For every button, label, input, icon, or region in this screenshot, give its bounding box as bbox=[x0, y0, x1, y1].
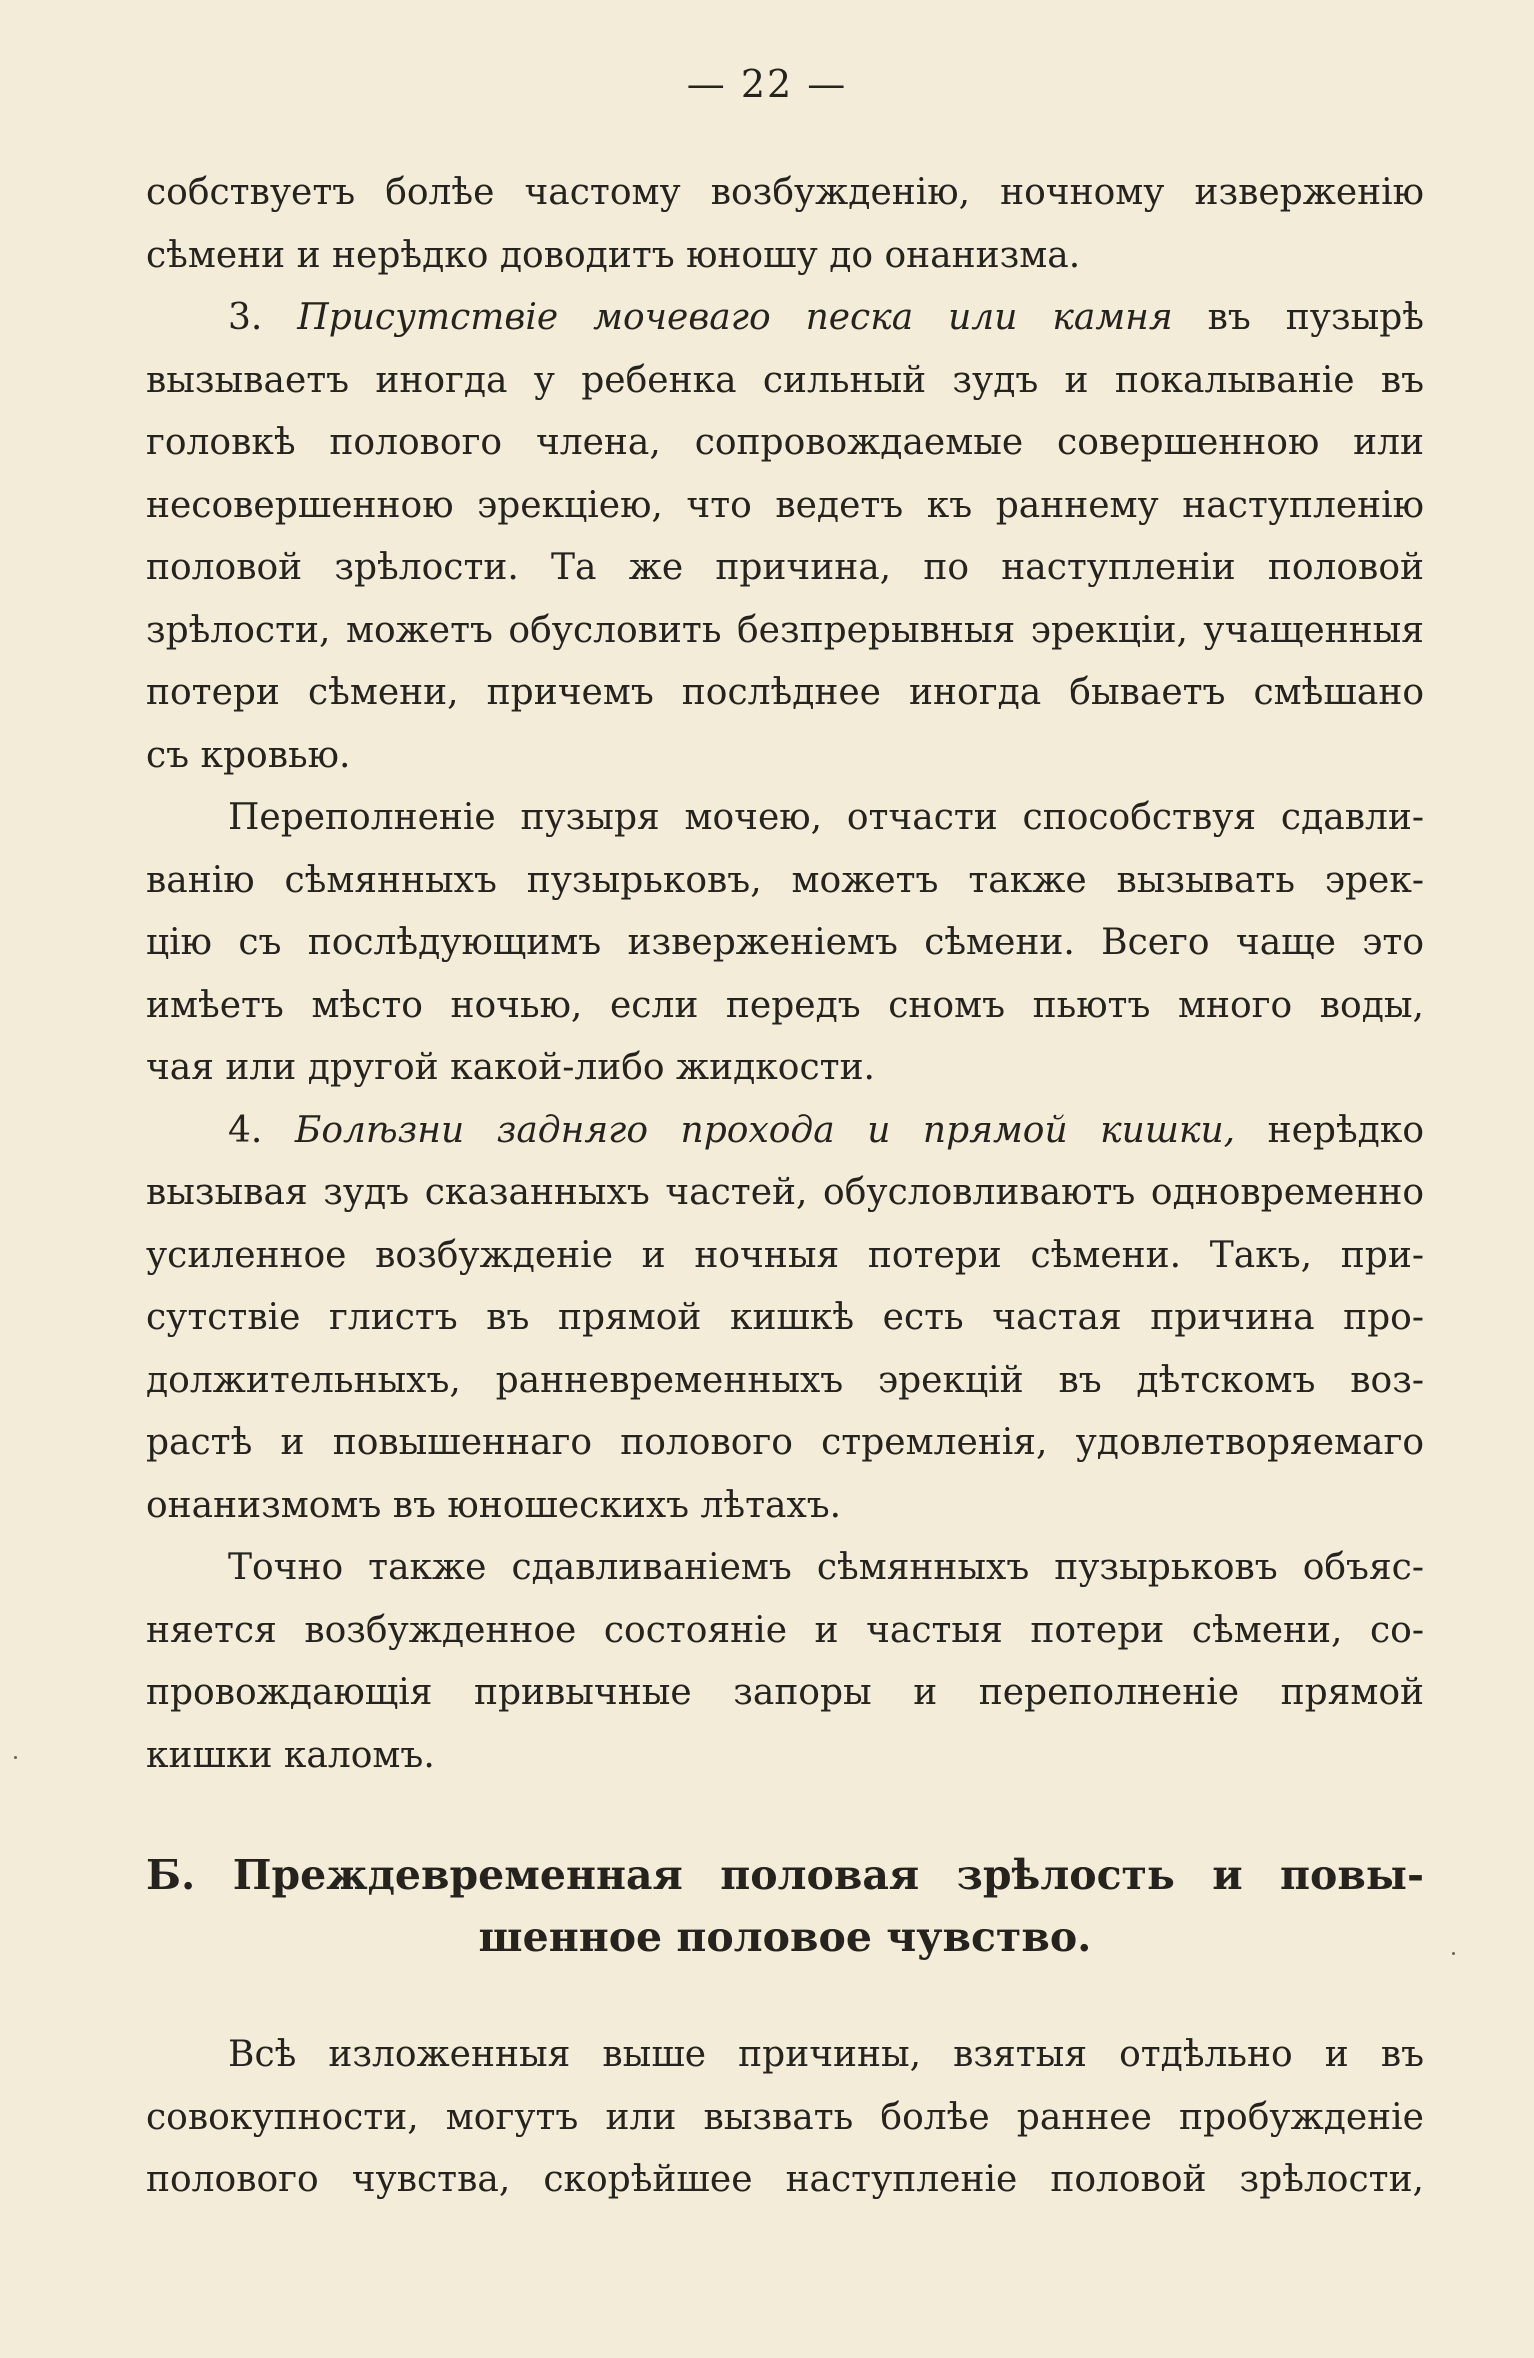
text-line: вызывая зудъ сказанныхъ частей, обусловливаютъ одновременно bbox=[146, 1172, 1424, 1213]
italic-term: Присутствіе мочеваго песка или камня bbox=[297, 297, 1173, 338]
text-line: головкѣ полового члена, сопровождаемые совершенною или bbox=[146, 422, 1424, 463]
text-line: цію съ послѣдующимъ изверженіемъ сѣмени. Всего чаще это bbox=[146, 922, 1424, 963]
text-line: няется возбужденное состояніе и частыя потери сѣмени, со- bbox=[146, 1609, 1424, 1651]
text-line: сутствіе глистъ въ прямой кишкѣ есть частая причина про- bbox=[146, 1297, 1424, 1338]
text-line: усиленное возбужденіе и ночныя потери сѣмени. Такъ, при- bbox=[146, 1234, 1424, 1276]
text-line: кишки каломъ. bbox=[146, 1734, 435, 1776]
text-line: растѣ и повышеннаго полового стремленія, удовлетворяемаго bbox=[146, 1422, 1424, 1463]
text-line: несовершенною эрекціею, что ведетъ къ раннему наступленію bbox=[146, 484, 1424, 526]
text-fragment: нерѣдко bbox=[1235, 1109, 1424, 1151]
text-line: собствуетъ болѣе частому возбужденію, ночному изверженію bbox=[146, 172, 1424, 213]
section-heading bbox=[146, 1844, 1424, 1968]
text-line: Всѣ изложенныя выше причины, взятыя отдѣльно и въ bbox=[228, 2034, 1424, 2075]
text-line: имѣетъ мѣсто ночью, если передъ сномъ пьютъ много воды, bbox=[146, 984, 1424, 1026]
item-number: 3. bbox=[228, 297, 298, 338]
text-line bbox=[146, 287, 1424, 350]
italic-term: Болѣзни задняго прохода и прямой кишки, bbox=[294, 1109, 1236, 1151]
text-line: должительныхъ, ранневременныхъ эрекцій въ дѣтскомъ воз- bbox=[146, 1359, 1424, 1401]
heading-line: шенное половое чувство. bbox=[478, 1913, 1092, 1961]
text-line: зрѣлости, можетъ обусловить безпрерывныя эрекціи, учащенныя bbox=[146, 609, 1424, 651]
text-line: съ кровью. bbox=[146, 734, 351, 776]
text-line bbox=[146, 1100, 1424, 1163]
body-text-continued bbox=[146, 2024, 1424, 2212]
paragraph-item-3 bbox=[146, 287, 1424, 787]
text-line: потери сѣмени, причемъ послѣднее иногда бываетъ смѣшано bbox=[146, 672, 1424, 713]
text-line: половой зрѣлости. Та же причина, по наступленіи половой bbox=[146, 547, 1424, 588]
text-line: полового чувства, скорѣйшее наступленіе половой зрѣлости, bbox=[146, 2159, 1424, 2200]
text-line: сѣмени и нерѣдко доводитъ юношу до онанизма. bbox=[146, 234, 1081, 276]
text-line: вызываетъ иногда у ребенка сильный зудъ и покалываніе въ bbox=[146, 359, 1424, 401]
body-text bbox=[146, 162, 1424, 1787]
paper-speck bbox=[1452, 1952, 1455, 1955]
paragraph-item-4 bbox=[146, 1100, 1424, 1538]
paragraph-bladder bbox=[146, 787, 1424, 1100]
paragraph-causes bbox=[146, 2024, 1424, 2212]
text-line: Переполненіе пузыря мочею, отчасти способствуя сдавли- bbox=[228, 797, 1424, 838]
heading-line: Б. Преждевременная половая зрѣлость и повы- bbox=[146, 1851, 1424, 1899]
text-line: совокупности, могутъ или вызвать болѣе раннее пробужденіе bbox=[146, 2096, 1424, 2138]
text-line: ванію сѣмянныхъ пузырьковъ, можетъ также вызывать эрек- bbox=[146, 859, 1424, 901]
paper-speck bbox=[14, 1756, 17, 1759]
text-line: провождающія привычные запоры и переполненіе прямой bbox=[146, 1672, 1424, 1713]
text-fragment: въ пузырѣ bbox=[1172, 297, 1424, 338]
text-line: Точно также сдавливаніемъ сѣмянныхъ пузырьковъ объяс- bbox=[228, 1547, 1424, 1588]
text-line: чая или другой какой-либо жидкости. bbox=[146, 1047, 875, 1088]
text-line: онанизмомъ въ юношескихъ лѣтахъ. bbox=[146, 1484, 842, 1526]
item-number: 4. bbox=[228, 1109, 295, 1151]
paragraph-continuation bbox=[146, 162, 1424, 287]
page-number: — 22 — bbox=[686, 62, 848, 106]
paragraph-rectum bbox=[146, 1537, 1424, 1787]
